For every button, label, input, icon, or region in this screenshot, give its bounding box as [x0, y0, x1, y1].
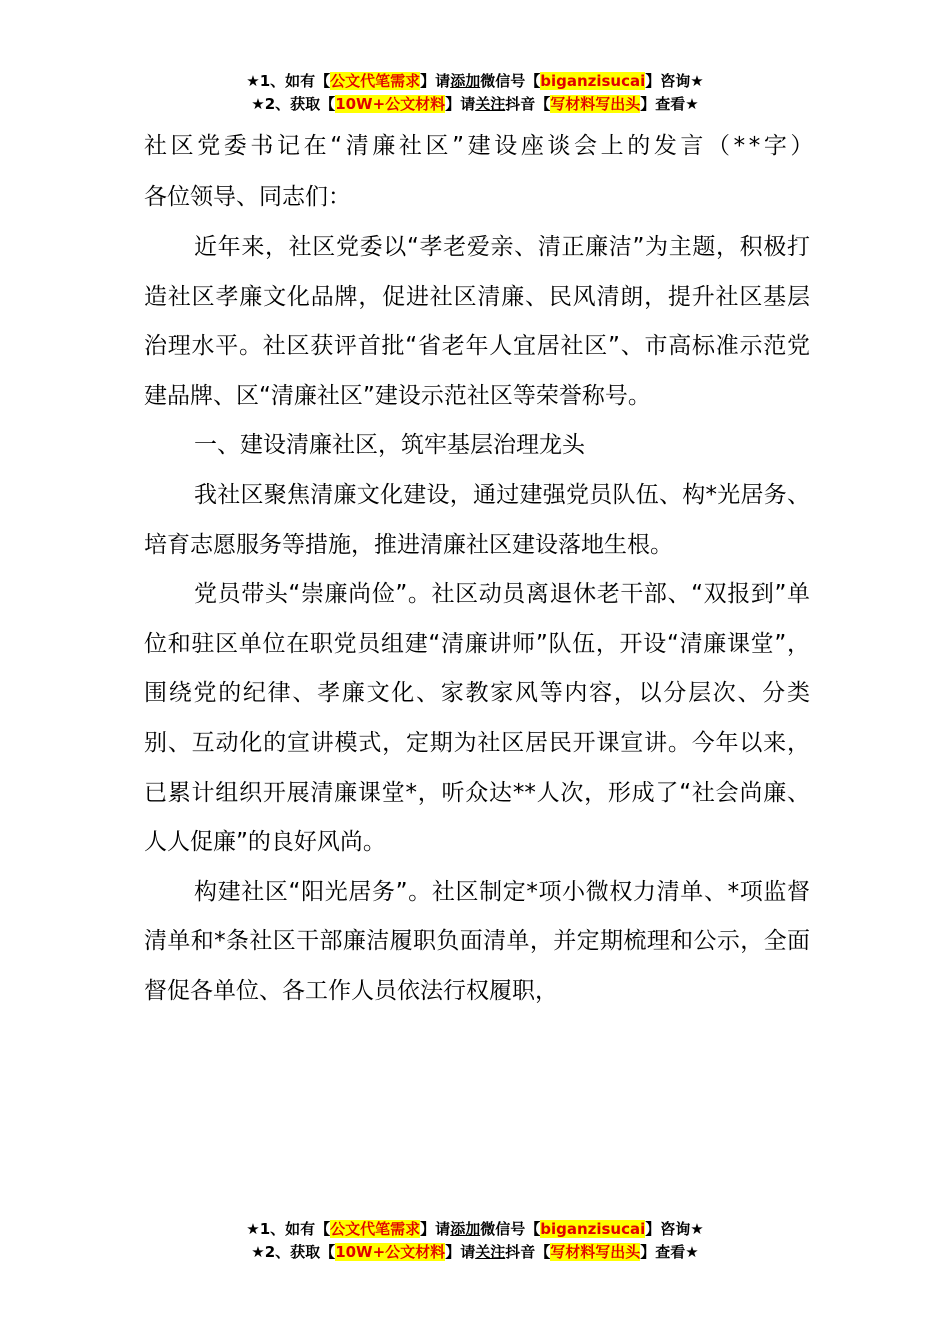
banner-line-2: ★2、获取【10W+公文材料】请关注抖音【写材料写出头】查看★ [251, 95, 699, 113]
section-heading-1: 一、建设清廉社区，筑牢基层治理龙头 [194, 432, 585, 459]
banner-highlight-materials: 10W+公文材料 [335, 95, 446, 113]
banner-highlight-service: 公文代笔需求 [330, 1220, 421, 1238]
header-banner [0, 70, 950, 116]
banner-line-2: ★2、获取【10W+公文材料】请关注抖音【写材料写出头】查看★ [251, 1243, 699, 1261]
banner-highlight-douyin-id: 写材料写出头 [550, 1243, 641, 1261]
paragraph-party-members: 党员带头“崇廉尚俭”。社区动员离退休老干部、“双报到”单位和驻区单位在职党员组建“清廉讲师”队伍，开设“清廉课堂”，围绕党的纪律、孝廉文化、家教家风等内容，以分层次、分类别、互动化的宣讲模式，定期为社区居民开课宣讲。今年以来，已累计组织开展清廉课堂*，听众达**人次，形成了“社会尚廉、人人促廉”的良好风尚。 [144, 581, 810, 856]
footer-banner [0, 1218, 950, 1264]
document-body [144, 120, 818, 1017]
banner-highlight-wechat-id: biganzisucai [540, 72, 646, 90]
paragraph-intro: 近年来，社区党委以“孝老爱亲、清正廉洁”为主题，积极打造社区孝廉文化品牌，促进社区清廉、民风清朗，提升社区基层治理水平。社区获评首批“省老年人宜居社区”、市高标准示范党建品牌、区“清廉社区”建设示范社区等荣誉称号。 [144, 234, 810, 409]
document-title: 社区党委书记在“清廉社区”建设座谈会上的发言（**字） [144, 133, 818, 159]
banner-highlight-service: 公文代笔需求 [330, 72, 421, 90]
greeting: 各位领导、同志们： [144, 184, 351, 210]
banner-highlight-wechat-id: biganzisucai [540, 1220, 646, 1238]
banner-highlight-douyin-id: 写材料写出头 [550, 95, 641, 113]
paragraph-section-1: 我社区聚焦清廉文化建设，通过建强党员队伍、构*光居务、培育志愿服务等措施，推进清廉社区建设落地生根。 [144, 481, 810, 558]
banner-line-1: ★1、如有【公文代笔需求】请添加微信号【biganzisucai】咨询★ [246, 72, 704, 90]
banner-highlight-materials: 10W+公文材料 [335, 1243, 446, 1261]
paragraph-sunshine-affairs: 构建社区“阳光居务”。社区制定*项小微权力清单、*项监督清单和*条社区干部廉洁履职负面清单，并定期梳理和公示，全面督促各单位、各工作人员依法行权履职， [144, 878, 810, 1004]
banner-line-1: ★1、如有【公文代笔需求】请添加微信号【biganzisucai】咨询★ [246, 1220, 704, 1238]
